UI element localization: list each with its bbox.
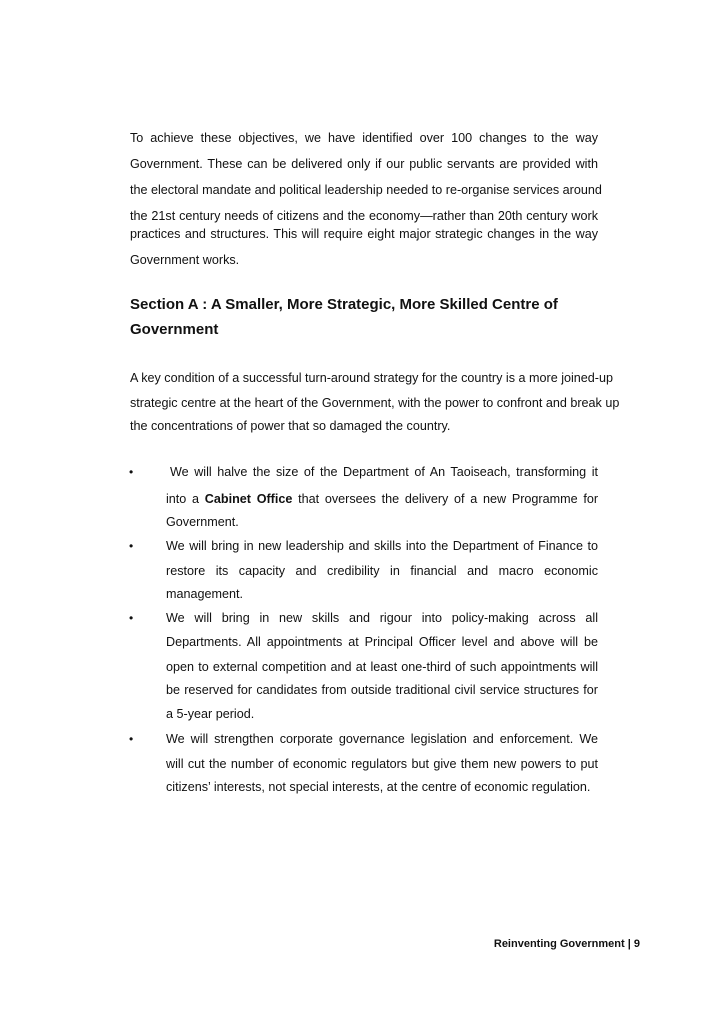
- page-footer: [494, 937, 640, 951]
- intro-line: the 21st century needs of citizens and the economy—rather than 20th century work: [130, 209, 598, 223]
- bullet-line: Government.: [166, 515, 239, 529]
- intro-line: Government. These can be delivered only if our public servants are provided with: [130, 157, 598, 171]
- bullet-icon: •: [129, 611, 134, 625]
- bullet-line: into a Cabinet Office that oversees the delivery of a new Programme for: [166, 492, 599, 506]
- bullet-line: be reserved for candidates from outside traditional civil service structures for: [166, 683, 598, 697]
- section-heading: Section A : A Smaller, More Strategic, More Skilled Centre of: [130, 296, 558, 313]
- bullet-line: We will halve the size of the Department of An Taoiseach, transforming it: [170, 465, 598, 479]
- section-paragraph-line: the concentrations of power that so damaged the country.: [130, 419, 451, 433]
- bullet-line: We will bring in new leadership and skills into the Department of Finance to: [166, 539, 598, 553]
- section-paragraph-line: A key condition of a successful turn-around strategy for the country is a more joined-up: [130, 371, 614, 385]
- bullet-line: citizens’ interests, not special interests, at the centre of economic regulation.: [166, 780, 591, 794]
- bold-term: Cabinet Office: [204, 492, 293, 506]
- section-paragraph-line: strategic centre at the heart of the Government, with the power to confront and break up: [130, 396, 620, 410]
- footer-title: Reinventing Government: [493, 938, 625, 950]
- bullet-line: will cut the number of economic regulators but give them new powers to put: [166, 757, 598, 771]
- intro-line: practices and structures. This will require eight major strategic changes in the way: [130, 227, 598, 241]
- section-heading: Government: [130, 321, 219, 338]
- bullet-icon: •: [129, 732, 134, 746]
- bullet-line: Departments. All appointments at Principal Officer level and above will be: [166, 635, 598, 649]
- bullet-line: a 5-year period.: [166, 707, 255, 721]
- page-number: 9: [633, 938, 640, 950]
- bullet-line: restore its capacity and credibility in financial and macro economic: [166, 564, 598, 578]
- intro-line: Government works.: [130, 253, 240, 267]
- bullet-icon: •: [129, 539, 134, 553]
- bullet-line: We will bring in new skills and rigour into policy-making across all: [166, 611, 598, 625]
- intro-line: To achieve these objectives, we have identified over 100 changes to the way: [130, 131, 598, 145]
- bullet-line: We will strengthen corporate governance legislation and enforcement. We: [166, 732, 598, 746]
- bullet-line: open to external competition and at least one-third of such appointments will: [166, 660, 598, 674]
- footer-separator: |: [627, 938, 631, 950]
- bullet-icon: •: [129, 465, 134, 479]
- intro-line: the electoral mandate and political leadership needed to re-organise services around: [130, 183, 602, 197]
- bullet-line: management.: [166, 587, 244, 601]
